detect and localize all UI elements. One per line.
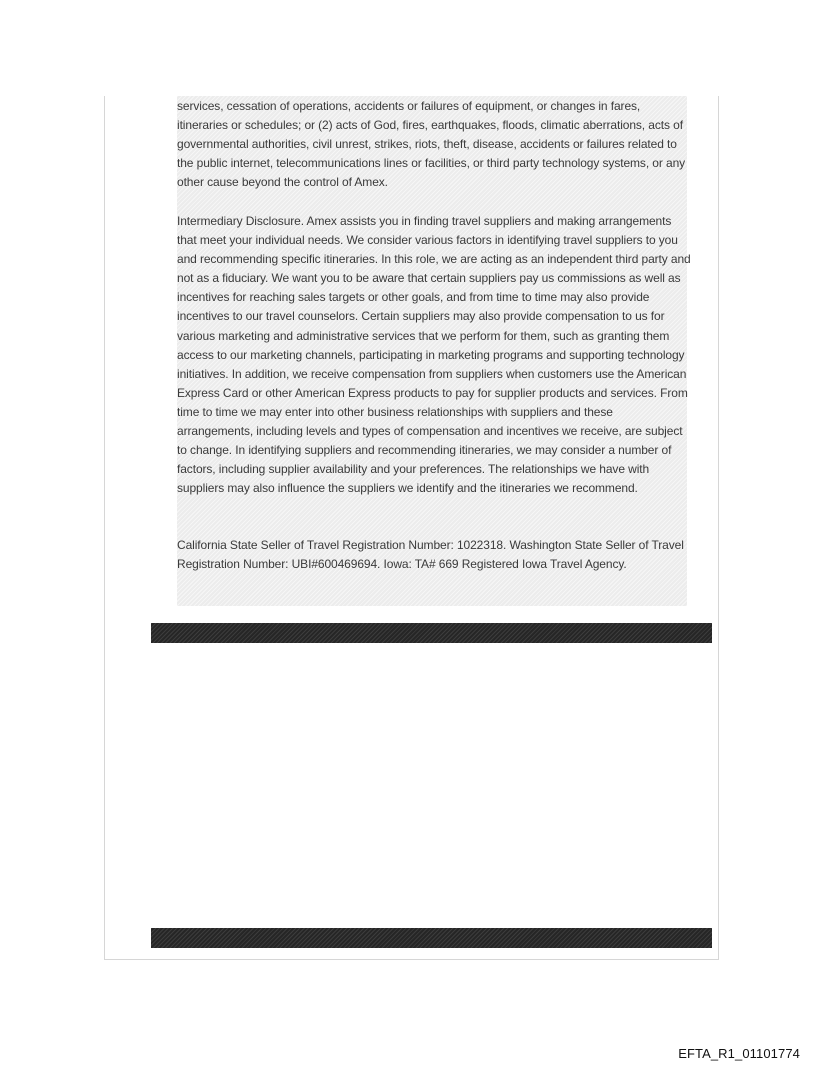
redaction-bar-bottom <box>151 928 712 948</box>
document-id-footer: EFTA_R1_01101774 <box>678 1046 800 1061</box>
seller-of-travel-registration-paragraph: California State Seller of Travel Registration Number: 1022318. Washington State Seller of Travel Registration Number: UBI#600469694. Iowa: TA# 669 Registered Iowa Travel Agency. <box>177 538 684 572</box>
limitation-of-liability-paragraph: services, cessation of operations, accidents or failures of equipment, or changes in fares, itineraries or schedules; or (2) acts of God, fires, earthquakes, floods, climatic aberrations, acts of governmental authorities, civil unrest, strikes, riots, theft, disease, accidents or failures related to the public internet, telecommunications lines or facilities, or third party technology systems, or any other cause beyond the control of Amex. <box>177 99 686 190</box>
intermediary-disclosure-paragraph: Intermediary Disclosure. Amex assists you in finding travel suppliers and making arrangements that meet your individual needs. We consider various factors in identifying travel suppliers to you and recommending specific itineraries. In this role, we are acting as an independent third party and not as a fiduciary. We want you to be aware that certain suppliers pay us commissions as well as incentives for reaching sales targets or other goals, and from time to time may also provide incentives to our travel counselors. Certain suppliers may also provide compensation to us for various marketing and administrative services that we perform for them, such as granting them access to our marketing channels, participating in marketing programs and supporting technology initiatives. In addition, we receive compensation from suppliers when customers use the American Express Card or other American Express products to pay for supplier products and services. From time to time we may enter into other business relationships with suppliers and these arrangements, including levels and types of compensation and incentives we receive, are subject to change. In identifying suppliers and recommending itineraries, we may consider a number of factors, including supplier availability and your preferences. The relationships we have with suppliers may also influence the suppliers we identify and the itineraries we recommend. <box>177 214 691 496</box>
redaction-bar-top <box>151 623 712 643</box>
